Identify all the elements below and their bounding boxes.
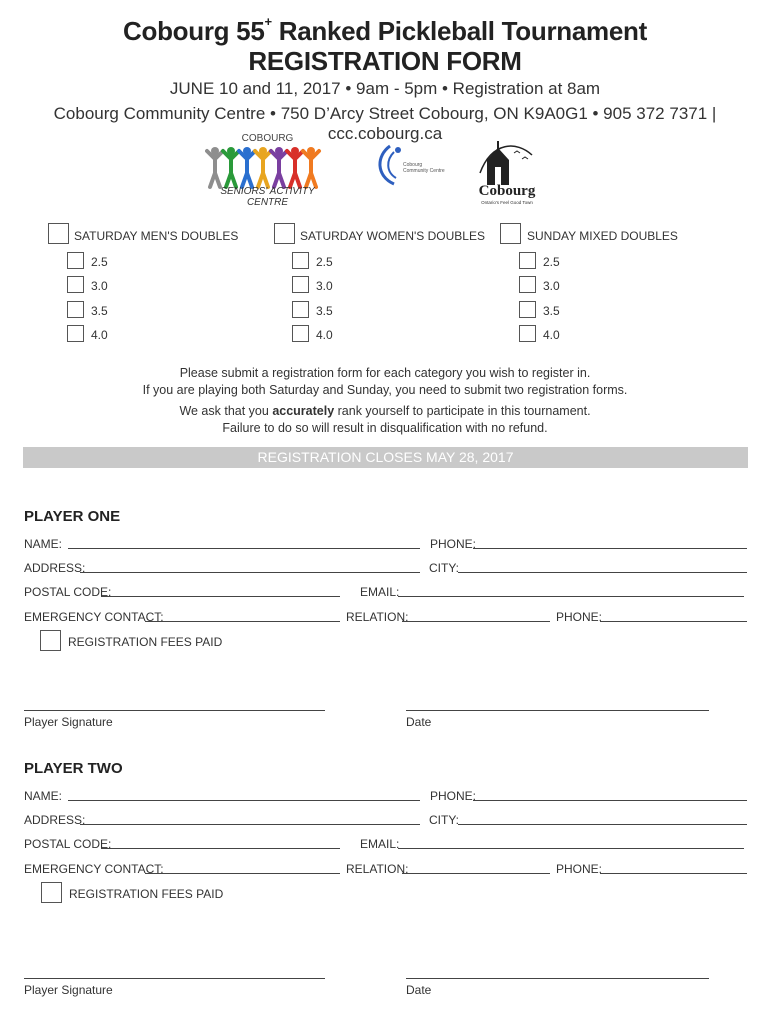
level-checkbox-3-0[interactable] [519, 276, 536, 293]
seniors-activity-centre-logo [205, 131, 330, 208]
emergency-phone-field[interactable] [600, 621, 747, 622]
level-checkbox-3-5[interactable] [67, 301, 84, 318]
emergency-contact-label: EMERGENCY CONTACT: [24, 862, 164, 876]
level-checkbox-2-5[interactable] [292, 252, 309, 269]
city-field[interactable] [458, 824, 747, 825]
phone-field[interactable] [473, 800, 747, 801]
instruction-line: Failure to do so will result in disqualification with no refund. [222, 421, 548, 435]
category-label: SATURDAY MEN'S DOUBLES [74, 229, 239, 243]
address-label: ADDRESS: [24, 561, 86, 575]
phone-field[interactable] [473, 548, 747, 549]
figure-body [239, 151, 255, 187]
emergency-contact-label: EMERGENCY CONTACT: [24, 610, 164, 624]
instruction-line: If you are playing both Saturday and Sunday, you need to submit two registration forms. [142, 383, 628, 397]
level-checkbox-3-5[interactable] [519, 301, 536, 318]
level-checkbox-4-0[interactable] [292, 325, 309, 342]
emergency-phone-field[interactable] [600, 873, 747, 874]
community-centre-logo [368, 138, 448, 188]
email-label: EMAIL: [360, 585, 400, 599]
event-venue: Cobourg Community Centre • 750 D’Arcy Street Cobourg, ON K9A0G1 • 905 372 7371 | ccc.cobourg.ca [53, 104, 717, 143]
category-checkbox-women-doubles[interactable] [274, 223, 295, 244]
date-field[interactable] [406, 710, 709, 711]
postal-code-field[interactable] [101, 596, 340, 597]
instruction-line: Please submit a registration form for each category you wish to register in. [179, 366, 591, 380]
level-checkbox-2-5[interactable] [519, 252, 536, 269]
phone-label: PHONE: [430, 537, 477, 551]
community-centre-logo-text: Cobourg Community Centre [403, 162, 445, 174]
city-field[interactable] [458, 572, 747, 573]
level-checkbox-4-0[interactable] [519, 325, 536, 342]
level-label: 4.0 [91, 328, 108, 342]
address-field[interactable] [80, 572, 420, 573]
level-checkbox-3-0[interactable] [67, 276, 84, 293]
signature-label: Player Signature [24, 983, 113, 997]
level-label: 3.5 [543, 304, 560, 318]
email-field[interactable] [398, 596, 744, 597]
address-label: ADDRESS: [24, 813, 86, 827]
relation-field[interactable] [402, 621, 550, 622]
name-field[interactable] [68, 548, 420, 549]
address-field[interactable] [80, 824, 420, 825]
figure-body [287, 151, 303, 187]
date-field[interactable] [406, 978, 709, 979]
section-heading: PLAYER ONE [24, 508, 121, 525]
fees-paid-checkbox[interactable] [40, 630, 61, 651]
fees-paid-label: REGISTRATION FEES PAID [68, 635, 223, 649]
category-checkbox-men-doubles[interactable] [48, 223, 69, 244]
email-label: EMAIL: [360, 837, 400, 851]
email-field[interactable] [398, 848, 744, 849]
figure-body [255, 151, 271, 187]
level-checkbox-4-0[interactable] [67, 325, 84, 342]
postal-code-field[interactable] [101, 848, 340, 849]
level-label: 3.0 [316, 279, 333, 293]
phone-label: PHONE: [430, 789, 477, 803]
figure-body [207, 151, 223, 187]
level-label: 3.0 [543, 279, 560, 293]
registration-deadline-banner: REGISTRATION CLOSES MAY 28, 2017 [23, 447, 748, 468]
date-label: Date [406, 715, 432, 729]
event-dates: JUNE 10 and 11, 2017 • 9am - 5pm • Registration at 8am [169, 79, 601, 98]
cobourg-logo-name: Cobourg [478, 183, 536, 199]
relation-label: RELATION: [346, 862, 409, 876]
emergency-phone-label: PHONE: [556, 862, 603, 876]
fees-paid-label: REGISTRATION FEES PAID [69, 887, 224, 901]
level-label: 2.5 [316, 255, 333, 269]
people-figures-icon [205, 145, 330, 190]
fees-paid-checkbox[interactable] [41, 882, 62, 903]
form-subtitle: REGISTRATION FORM [248, 46, 522, 76]
relation-field[interactable] [402, 873, 550, 874]
emergency-contact-field[interactable] [145, 873, 340, 874]
category-checkbox-mixed-doubles[interactable] [500, 223, 521, 244]
category-label: SATURDAY WOMEN'S DOUBLES [300, 229, 485, 243]
signature-field[interactable] [24, 978, 325, 979]
town-hall-icon [472, 135, 542, 190]
postal-code-label: POSTAL CODE: [24, 837, 112, 851]
postal-code-label: POSTAL CODE: [24, 585, 112, 599]
level-label: 4.0 [543, 328, 560, 342]
level-label: 3.5 [91, 304, 108, 318]
date-label: Date [406, 983, 432, 997]
form-title: Cobourg 55+ Ranked Pickleball Tournament [123, 14, 647, 46]
emergency-contact-field[interactable] [145, 621, 340, 622]
figure-body [223, 151, 239, 187]
level-label: 3.5 [316, 304, 333, 318]
name-label: NAME: [24, 789, 63, 803]
city-label: CITY: [429, 813, 460, 827]
signature-label: Player Signature [24, 715, 113, 729]
figure-body [303, 151, 319, 187]
figure-body [271, 151, 287, 187]
emergency-phone-label: PHONE: [556, 610, 603, 624]
cobourg-town-logo [472, 135, 542, 207]
city-label: CITY: [429, 561, 460, 575]
level-label: 4.0 [316, 328, 333, 342]
level-checkbox-3-5[interactable] [292, 301, 309, 318]
signature-field[interactable] [24, 710, 325, 711]
level-label: 2.5 [91, 255, 108, 269]
name-label: NAME: [24, 537, 63, 551]
cobourg-logo-tagline: Ontario's Feel Good Town [481, 200, 533, 205]
level-checkbox-2-5[interactable] [67, 252, 84, 269]
seniors-logo-bottom-text: SENIORS' ACTIVITY CENTRE [220, 186, 315, 208]
seniors-logo-top-text: COBOURG [241, 133, 294, 144]
section-heading: PLAYER TWO [24, 760, 123, 777]
level-checkbox-3-0[interactable] [292, 276, 309, 293]
level-label: 2.5 [543, 255, 560, 269]
name-field[interactable] [68, 800, 420, 801]
instruction-line: We ask that you accurately rank yourself to participate in this tournament. [179, 404, 591, 418]
category-label: SUNDAY MIXED DOUBLES [527, 229, 678, 243]
relation-label: RELATION: [346, 610, 409, 624]
level-label: 3.0 [91, 279, 108, 293]
